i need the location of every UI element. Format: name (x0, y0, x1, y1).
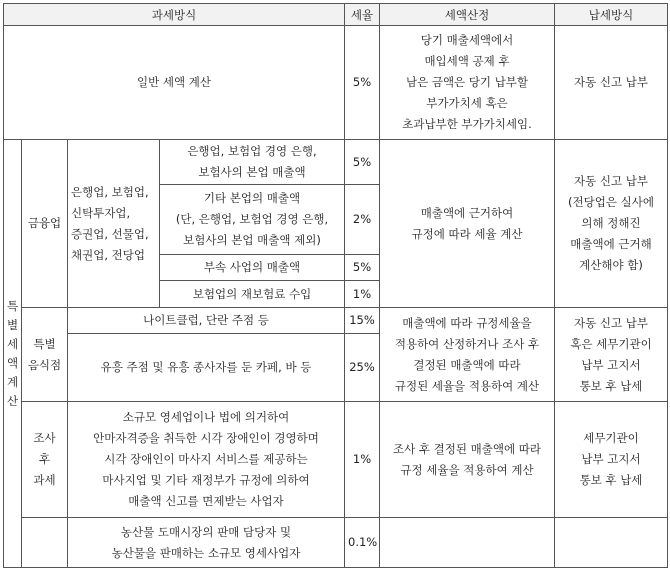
agri-row (4, 518, 668, 568)
entertainment-calc-line: 결정된 매출액에 따라 (413, 357, 521, 372)
finance-item-rate: 5% (345, 255, 380, 281)
finance-item-line: 보험사의 본업 매출액 (198, 165, 306, 179)
post-audit-payment-line: 통보 후 납세 (579, 473, 643, 487)
entertainment-calc-line: 규정된 세율을 적용하여 계산 (394, 378, 540, 393)
header-payment-method: 납세방식 (555, 4, 668, 26)
entertainment-item-rate: 15% (345, 308, 380, 334)
finance-payment-line: 자동 신고 납부 (574, 174, 648, 188)
general-payment: 자동 신고 납부 (555, 26, 668, 140)
post-audit-desc-line: 소규모 영세업이나 법에 의거하여 (122, 410, 290, 424)
finance-institution-line: 은행업, 보험업, (71, 184, 149, 199)
entertainment-calc (380, 308, 555, 402)
post-audit-desc-line: 시각 장애인이 마사지 서비스를 제공하는 (104, 452, 308, 466)
entertainment-label-line: 음식점 (27, 357, 62, 372)
post-audit-label-line: 후 (38, 452, 51, 466)
finance-item-line: 기타 본업의 매출액 (203, 191, 301, 205)
finance-calc-line: 규정에 따라 세율 계산 (411, 226, 523, 241)
finance-item-line: 보험사의 본업 매출액 제외) (183, 233, 321, 247)
post-audit-payment-line: 세무기관이 (583, 431, 639, 445)
entertainment-payment-line: 자동 신고 납부 (574, 315, 648, 330)
finance-item-rate: 1% (345, 281, 380, 308)
finance-item (160, 185, 345, 255)
entertainment-label (22, 308, 68, 402)
finance-item-line: 은행업, 보험업 경영 은행, (187, 144, 317, 158)
post-audit-desc-line: 안마자격증을 취득한 시각 장애인이 경영하며 (93, 431, 319, 445)
special-label-char: 산 (6, 393, 19, 408)
entertainment-payment (555, 308, 668, 402)
post-audit-desc-line: 마사지업 및 기타 재정부가 규정에 의하여 (102, 473, 310, 487)
finance-item: 보험업의 재보험료 수입 (160, 281, 345, 308)
entertainment-calc-line: 적용하여 산정하거나 조사 후 (394, 336, 540, 351)
vat-table (3, 3, 668, 568)
entertainment-item: 나이트클럽, 단란 주점 등 (68, 308, 345, 334)
finance-institution-line: 신탁투자업, (71, 205, 131, 220)
finance-institution-line: 채권업, 전당업 (71, 247, 145, 262)
finance-calc (380, 140, 555, 308)
header-taxation-method: 과세방식 (4, 4, 345, 26)
finance-payment (555, 140, 668, 308)
entertainment-item: 유흥 주점 및 유흥 종사자를 둔 카페, 바 등 (68, 334, 345, 402)
post-audit-rate: 1% (345, 402, 380, 518)
post-audit-payment-line: 납부 고지서 (581, 452, 641, 466)
general-calc-line: 매입세액 공제 후 (424, 54, 510, 68)
general-rate: 5% (345, 26, 380, 140)
finance-label: 금융업 (22, 140, 68, 308)
general-calc-line: 초과납부한 부가가치세임. (402, 117, 532, 131)
finance-item: 부속 사업의 매출액 (160, 255, 345, 281)
entertainment-calc-line: 매출액에 따라 규정세율을 (402, 315, 532, 330)
post-audit-label-line: 조사 (33, 431, 56, 445)
general-label: 일반 세액 계산 (4, 26, 345, 140)
general-calc (380, 26, 555, 140)
post-audit-desc-line: 매출액 신고를 면제받는 사업자 (128, 494, 284, 508)
post-audit-label (22, 402, 68, 518)
entertainment-item-rate: 25% (345, 334, 380, 402)
header-tax-rate: 세율 (345, 4, 380, 26)
special-calc-label (4, 140, 22, 568)
special-label-char: 특 (6, 298, 19, 313)
special-label-char: 별 (6, 317, 19, 332)
post-audit-label-line: 과세 (33, 473, 56, 487)
general-calc-line: 당기 매출세액에서 (420, 33, 514, 47)
entertainment-payment-line: 통보 후 납세 (579, 378, 643, 393)
agri-payment (555, 518, 668, 568)
finance-payment-line: 의해 정해진 (581, 216, 641, 230)
finance-payment-line: 계산해야 함) (579, 258, 643, 272)
agri-rate: 0.1% (345, 518, 380, 568)
special-label-char: 액 (6, 355, 19, 370)
special-label-char: 계 (6, 374, 19, 389)
entertainment-row (4, 308, 668, 334)
special-label-char: 세 (6, 336, 19, 351)
finance-item (160, 140, 345, 185)
agri-label (22, 518, 68, 568)
finance-payment-line: 매출액에 근거해 (570, 237, 652, 251)
entertainment-label-line: 특별 (33, 336, 56, 351)
post-audit-calc-line: 조사 후 결정된 매출액에 따라 (393, 441, 541, 456)
agri-calc (380, 518, 555, 568)
general-calc-line: 부가가치세 혹은 (426, 96, 508, 110)
agri-desc (68, 518, 345, 568)
finance-item-rate: 2% (345, 185, 380, 255)
finance-item-rate: 5% (345, 140, 380, 185)
general-calc-line: 남은 금액은 당기 납부할 (405, 75, 529, 89)
agri-desc-line: 농산물을 판매하는 소규모 영세사업자 (111, 545, 301, 560)
finance-item-line: (단, 은행업, 보험업 경영 은행, (175, 212, 329, 226)
finance-institutions (68, 140, 160, 308)
general-row (4, 26, 668, 140)
agri-desc-line: 농산물 도매시장의 판매 담당자 및 (120, 524, 292, 539)
finance-institution-line: 증권업, 선물업, (71, 226, 149, 241)
entertainment-payment-line: 납부 고지서 (581, 357, 641, 372)
post-audit-desc (68, 402, 345, 518)
header-tax-calculation: 세액산정 (380, 4, 555, 26)
post-audit-calc (380, 402, 555, 518)
post-audit-row (4, 402, 668, 518)
finance-payment-line: (전당업은 실사에 (568, 195, 654, 209)
entertainment-payment-line: 혹은 세무기관이 (570, 336, 652, 351)
header-row (4, 4, 668, 26)
post-audit-payment (555, 402, 668, 518)
finance-calc-line: 매출액에 근거하여 (420, 205, 514, 220)
finance-row (4, 140, 668, 185)
post-audit-calc-line: 규정 세율을 적용하여 계산 (400, 462, 534, 477)
